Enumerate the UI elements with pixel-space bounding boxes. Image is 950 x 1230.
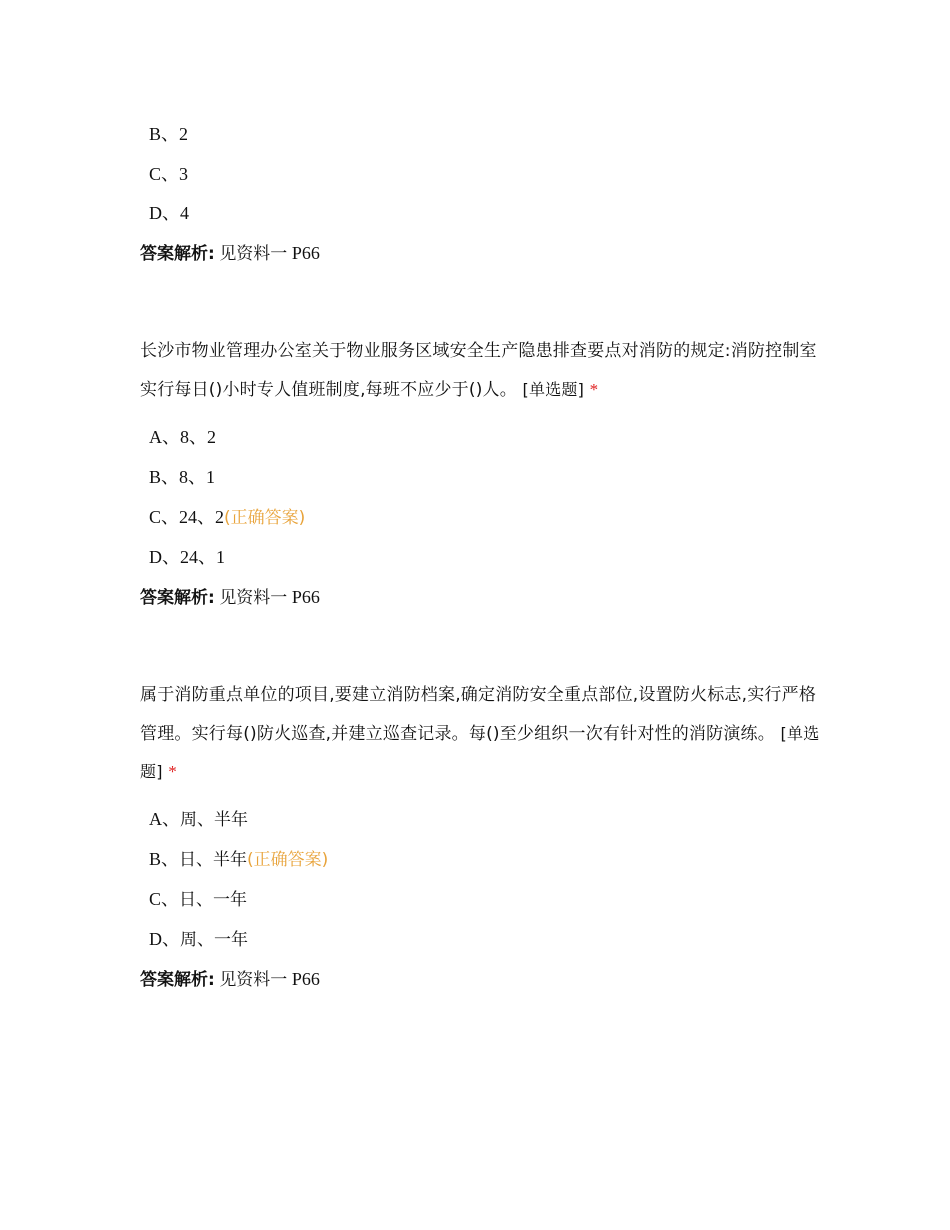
option-c: C、日、一年 [149,889,248,910]
option-a: A、周、半年 [149,809,248,830]
question-text: 长沙市物业管理办公室关于物业服务区域安全生产隐患排查要点对消防的规定:消防控制室实行每日()小时专人值班制度,每班不应少于()人。 [单选题] * [140,341,817,400]
option-d: D、24、1 [149,547,225,567]
question-text: 属于消防重点单位的项目,要建立消防档案,确定消防安全重点部位,设置防火标志,实行严格管理。实行每()防火巡查,并建立巡查记录。每()至少组织一次有针对性的消防演练。 [单选题] * [140,685,820,781]
correct-answer-tag: (正确答案) [247,850,329,870]
analysis-label: 答案解析: [140,588,215,608]
option-b: B、日、半年(正确答案) [149,849,329,870]
answer-analysis [140,241,320,266]
analysis-ref: P66 [291,587,320,607]
required-mark: * [168,762,177,781]
question-type: [单选题] [140,723,820,781]
question-type: [单选题] [522,379,585,399]
correct-answer-tag: (正确答案) [224,508,306,528]
option-c: C、24、2(正确答案) [149,507,306,528]
analysis-text: 见资料一 [219,244,288,264]
analysis-ref: P66 [291,243,320,263]
required-mark: * [589,379,599,399]
option-b: B、8、1 [149,467,216,487]
answer-analysis [140,585,320,610]
analysis-text: 见资料一 [219,588,288,608]
option-d: D、4 [149,203,189,223]
answer-analysis [140,967,320,992]
analysis-label: 答案解析: [140,244,215,264]
analysis-label: 答案解析: [140,970,215,990]
analysis-text: 见资料一 [219,970,288,990]
option-b: B、2 [149,124,189,144]
option-d: D、周、一年 [149,929,248,950]
option-c: C、3 [149,164,189,184]
analysis-ref: P66 [291,969,320,989]
option-a: A、8、2 [149,427,216,447]
